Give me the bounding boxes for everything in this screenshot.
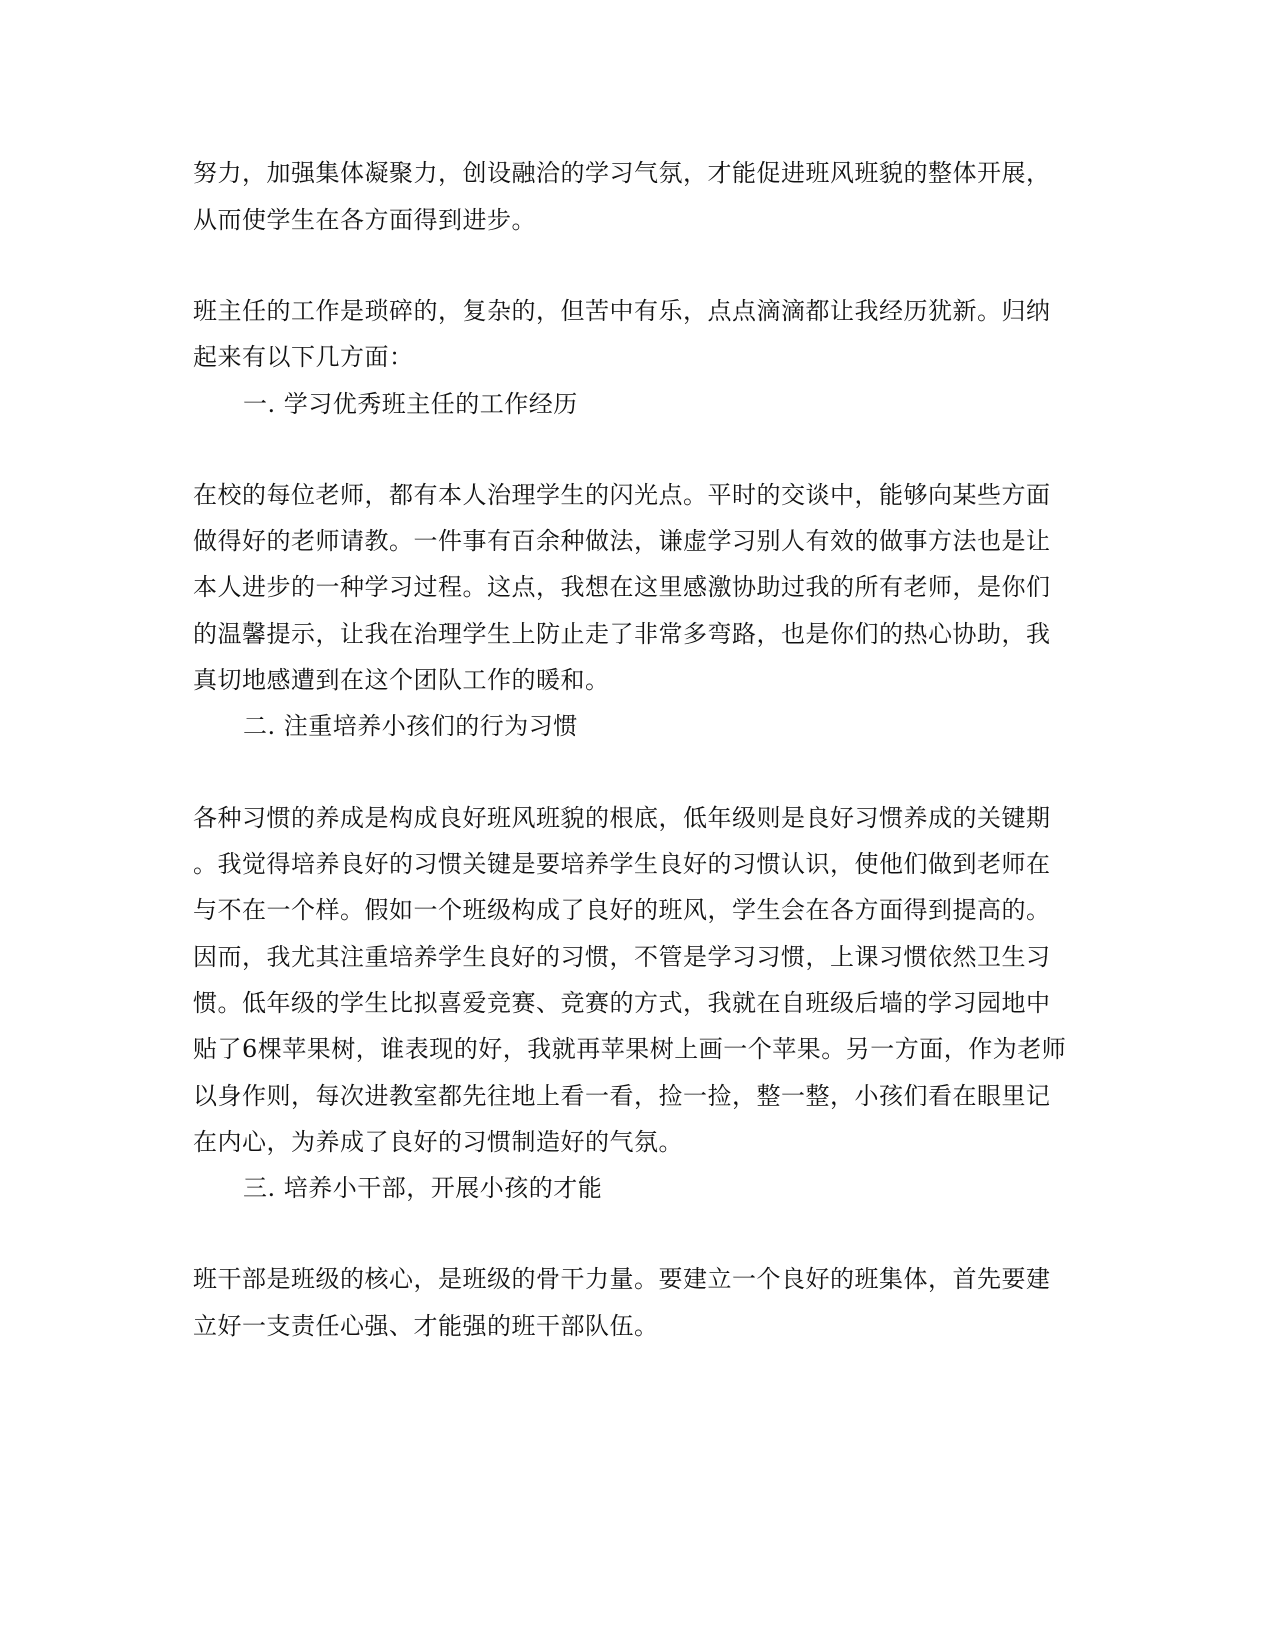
paragraph-line: 因而，我尤其注重培养学生良好的习惯，不管是学习习惯，上课习惯依然卫生习 [193, 943, 1051, 971]
paragraph-line: 努力，加强集体凝聚力，创设融洽的学习气氛，才能促进班风班貌的整体开展， [193, 159, 1051, 187]
paragraph-line: 立好一支责任心强、才能强的班干部队伍。 [193, 1312, 659, 1340]
paragraph-line: 以身作则，每次进教室都先往地上看一看，捡一捡，整一整，小孩们看在眼里记 [193, 1082, 1051, 1110]
section-heading-3: 三. 培养小干部，开展小孩的才能 [243, 1174, 603, 1202]
paragraph-line: 在内心，为养成了良好的习惯制造好的气氛。 [193, 1128, 683, 1156]
paragraph-line: 各种习惯的养成是构成良好班风班貌的根底，低年级则是良好习惯养成的关键期 [193, 804, 1051, 832]
paragraph-line: 。我觉得培养良好的习惯关键是要培养学生良好的习惯认识，使他们做到老师在 [193, 850, 1051, 878]
paragraph-line: 惯。低年级的学生比拟喜爱竞赛、竞赛的方式，我就在自班级后墙的学习园地中 [193, 989, 1051, 1017]
paragraph-line: 班干部是班级的核心，是班级的骨干力量。要建立一个良好的班集体，首先要建 [193, 1265, 1051, 1293]
paragraph-line: 本人进步的一种学习过程。这点，我想在这里感激协助过我的所有老师，是你们 [193, 573, 1051, 601]
paragraph-line: 的温馨提示，让我在治理学生上防止走了非常多弯路，也是你们的热心协助，我 [193, 620, 1051, 648]
section-heading-1: 一. 学习优秀班主任的工作经历 [243, 390, 578, 418]
paragraph-line: 与不在一个样。假如一个班级构成了良好的班风，学生会在各方面得到提高的。 [193, 896, 1051, 924]
paragraph-line: 真切地感遭到在这个团队工作的暖和。 [193, 666, 610, 694]
paragraph-line: 起来有以下几方面： [193, 343, 414, 371]
paragraph-line: 从而使学生在各方面得到进步。 [193, 206, 536, 234]
paragraph-line: 在校的每位老师，都有本人治理学生的闪光点。平时的交谈中，能够向某些方面 [193, 481, 1051, 509]
section-heading-2: 二. 注重培养小孩们的行为习惯 [243, 712, 578, 740]
paragraph-line: 贴了6棵苹果树，谁表现的好，我就再苹果树上画一个苹果。另一方面，作为老师 [193, 1035, 1067, 1063]
paragraph-line: 做得好的老师请教。一件事有百余种做法，谦虚学习别人有效的做事方法也是让 [193, 527, 1051, 555]
paragraph-line: 班主任的工作是琐碎的，复杂的，但苦中有乐，点点滴滴都让我经历犹新。归纳 [193, 297, 1051, 325]
